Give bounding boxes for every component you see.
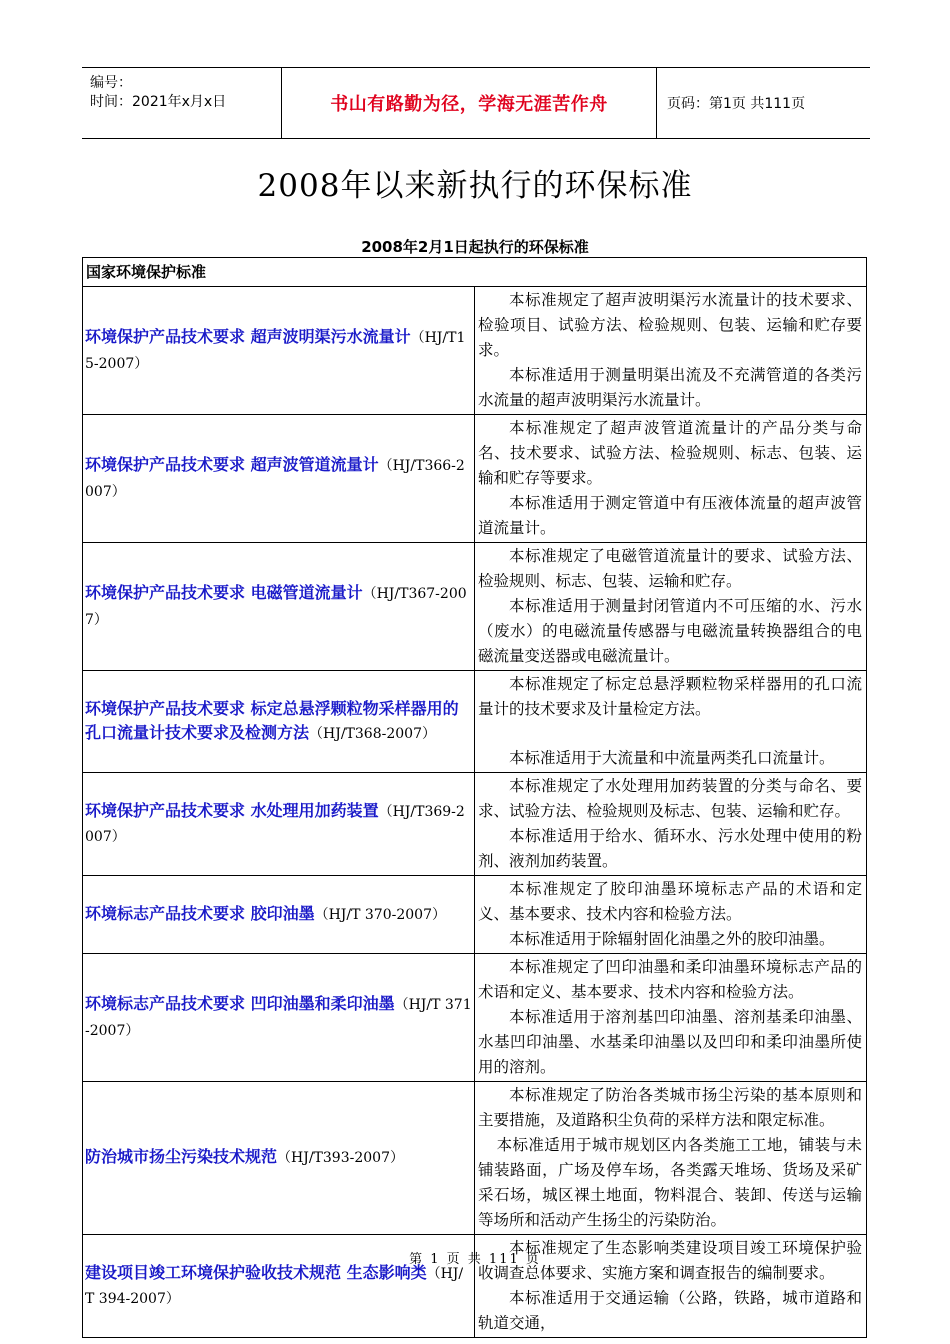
- table-row: [83, 876, 867, 954]
- page-footer: 第 1 页 共 111 页: [409, 1252, 541, 1267]
- scope-paragraph: 本标准规定了电磁管道流量计的要求、试验方法、检验规则、标志、包装、运输和贮存。: [478, 547, 862, 590]
- standard-name-cell: [83, 876, 475, 954]
- standard-name-cell: [83, 773, 475, 876]
- table-row: [83, 954, 867, 1082]
- standard-name-cell: [83, 954, 475, 1082]
- standard-code: （HJ/T367-2007）: [85, 586, 467, 628]
- table-row: [83, 415, 867, 543]
- standard-description: [475, 415, 867, 543]
- standard-code: （HJ/T369-2007）: [85, 803, 465, 845]
- standard-code: （HJ/T 394-2007）: [85, 1265, 464, 1307]
- category-cell: 国家环境保护标准: [83, 258, 867, 287]
- header-page-info: 页码：第1页 共111页: [667, 96, 806, 112]
- standard-description: [475, 287, 867, 415]
- applicability-paragraph: 本标准适用于交通运输（公路，铁路，城市道路和轨道交通，: [478, 1289, 862, 1332]
- applicability-paragraph: 本标准适用于测量明渠出流及不充满管道的各类污水流量的超声波明渠污水流量计。: [478, 366, 862, 409]
- document-title: 2008年以来新执行的环保标准: [257, 168, 693, 204]
- applicability-paragraph: 本标准适用于溶剂基凹印油墨、溶剂基柔印油墨、水基凹印油墨、水基柔印油墨以及凹印和柔印油墨所使用的溶剂。: [478, 1008, 862, 1076]
- scope-paragraph: 本标准规定了胶印油墨环境标志产品的术语和定义、基本要求、技术内容和检验方法。: [478, 880, 862, 923]
- header-meta: [82, 68, 282, 138]
- standard-title: 防治城市扬尘污染技术规范: [85, 1147, 278, 1167]
- header-motto: 书山有路勤为径，学海无涯苦作舟: [282, 68, 657, 138]
- applicability-paragraph: 本标准适用于测量封闭管道内不可压缩的水、污水（废水）的电磁流量传感器与电磁流量转换器组合的电磁流量变送器或电磁流量计。: [478, 597, 862, 665]
- scope-paragraph: 本标准规定了防治各类城市扬尘污染的基本原则和主要措施，及道路积尘负荷的采样方法和限定标准。: [478, 1086, 862, 1129]
- standard-name-cell: [83, 415, 475, 543]
- standard-description: [475, 773, 867, 876]
- section-title: 2008年2月1日起执行的环保标准: [361, 238, 589, 256]
- category-row: [83, 258, 867, 287]
- scope-paragraph: 本标准规定了凹印油墨和柔印油墨环境标志产品的术语和定义、基本要求、技术内容和检验方法。: [478, 958, 862, 1001]
- applicability-paragraph: 本标准适用于大流量和中流量两类孔口流量计。: [509, 749, 835, 767]
- scope-paragraph: 本标准规定了超声波明渠污水流量计的技术要求、检验项目、试验方法、检验规则、包装、运输和贮存要求。: [478, 291, 862, 359]
- table-row: [83, 287, 867, 415]
- time-label: 时间：2021年x月x日: [90, 94, 227, 110]
- standard-title: 环境标志产品技术要求 胶印油墨: [85, 903, 315, 923]
- standard-description: [475, 954, 867, 1082]
- scope-paragraph: 本标准规定了标定总悬浮颗粒物采样器用的孔口流量计的技术要求及计量检定方法。: [478, 675, 862, 718]
- scope-paragraph: 本标准规定了水处理用加药装置的分类与命名、要求、试验方法、检验规则及标志、包装、运输和贮存。: [478, 777, 862, 820]
- standard-code: （HJ/T393-2007）: [277, 1150, 404, 1167]
- standard-code: （HJ/T366-2007）: [85, 458, 465, 500]
- applicability-paragraph: 本标准适用于除辐射固化油墨之外的胶印油墨。: [509, 930, 835, 948]
- standard-title: 环境保护产品技术要求 超声波明渠污水流量计: [85, 327, 411, 346]
- standard-name-cell: [83, 671, 475, 773]
- standard-name-cell: [83, 287, 475, 415]
- standard-title: 建设项目竣工环境保护验收技术规范 生态影响类: [85, 1262, 427, 1282]
- applicability-paragraph: 本标准适用于测定管道中有压液体流量的超声波管道流量计。: [478, 494, 862, 537]
- standards-table: [82, 257, 867, 1338]
- standard-name-cell: [83, 1082, 475, 1235]
- number-label: 编号：: [90, 75, 132, 91]
- standard-description: [475, 671, 867, 773]
- standard-title: 环境保护产品技术要求 标定总悬浮颗粒物采样器用的孔口流量计技术要求及检测方法: [85, 698, 459, 742]
- table-row: [83, 1082, 867, 1235]
- scope-paragraph: 本标准规定了生态影响类建设项目竣工环境保护验收调查总体要求、实施方案和调查报告的编制要求。: [478, 1239, 862, 1282]
- standard-code: （HJ/T368-2007）: [309, 726, 436, 742]
- applicability-paragraph: 本标准适用于给水、循环水、污水处理中使用的粉剂、液剂加药装置。: [478, 827, 862, 870]
- standard-code: （HJ/T 371 -2007）: [85, 997, 472, 1039]
- scope-paragraph: 本标准规定了超声波管道流量计的产品分类与命名、技术要求、试验方法、检验规则、标志、包装、运输和贮存等要求。: [478, 419, 862, 487]
- page-header: [82, 67, 870, 139]
- standard-description: [475, 1082, 867, 1235]
- standard-name-cell: [83, 543, 475, 671]
- table-row: [83, 543, 867, 671]
- applicability-paragraph: 本标准适用于城市规划区内各类施工工地，铺装与未铺装路面，广场及停车场，各类露天堆场、货场及采矿采石场，城区裸土地面，物料混合、装卸、传送与运输等场所和活动产生扬尘的污染防治。: [478, 1136, 862, 1229]
- standard-title: 环境保护产品技术要求 电磁管道流量计: [85, 583, 363, 602]
- standard-description: [475, 876, 867, 954]
- standard-description: [475, 543, 867, 671]
- standard-title: 环境保护产品技术要求 水处理用加药装置: [85, 800, 379, 820]
- standard-title: 环境保护产品技术要求 超声波管道流量计: [85, 455, 379, 474]
- standard-code: （HJ/T15-2007）: [85, 330, 466, 372]
- standard-code: （HJ/T 370-2007）: [314, 906, 446, 923]
- table-row: [83, 773, 867, 876]
- table-row: [83, 671, 867, 773]
- standard-title: 环境标志产品技术要求 凹印油墨和柔印油墨: [85, 994, 395, 1013]
